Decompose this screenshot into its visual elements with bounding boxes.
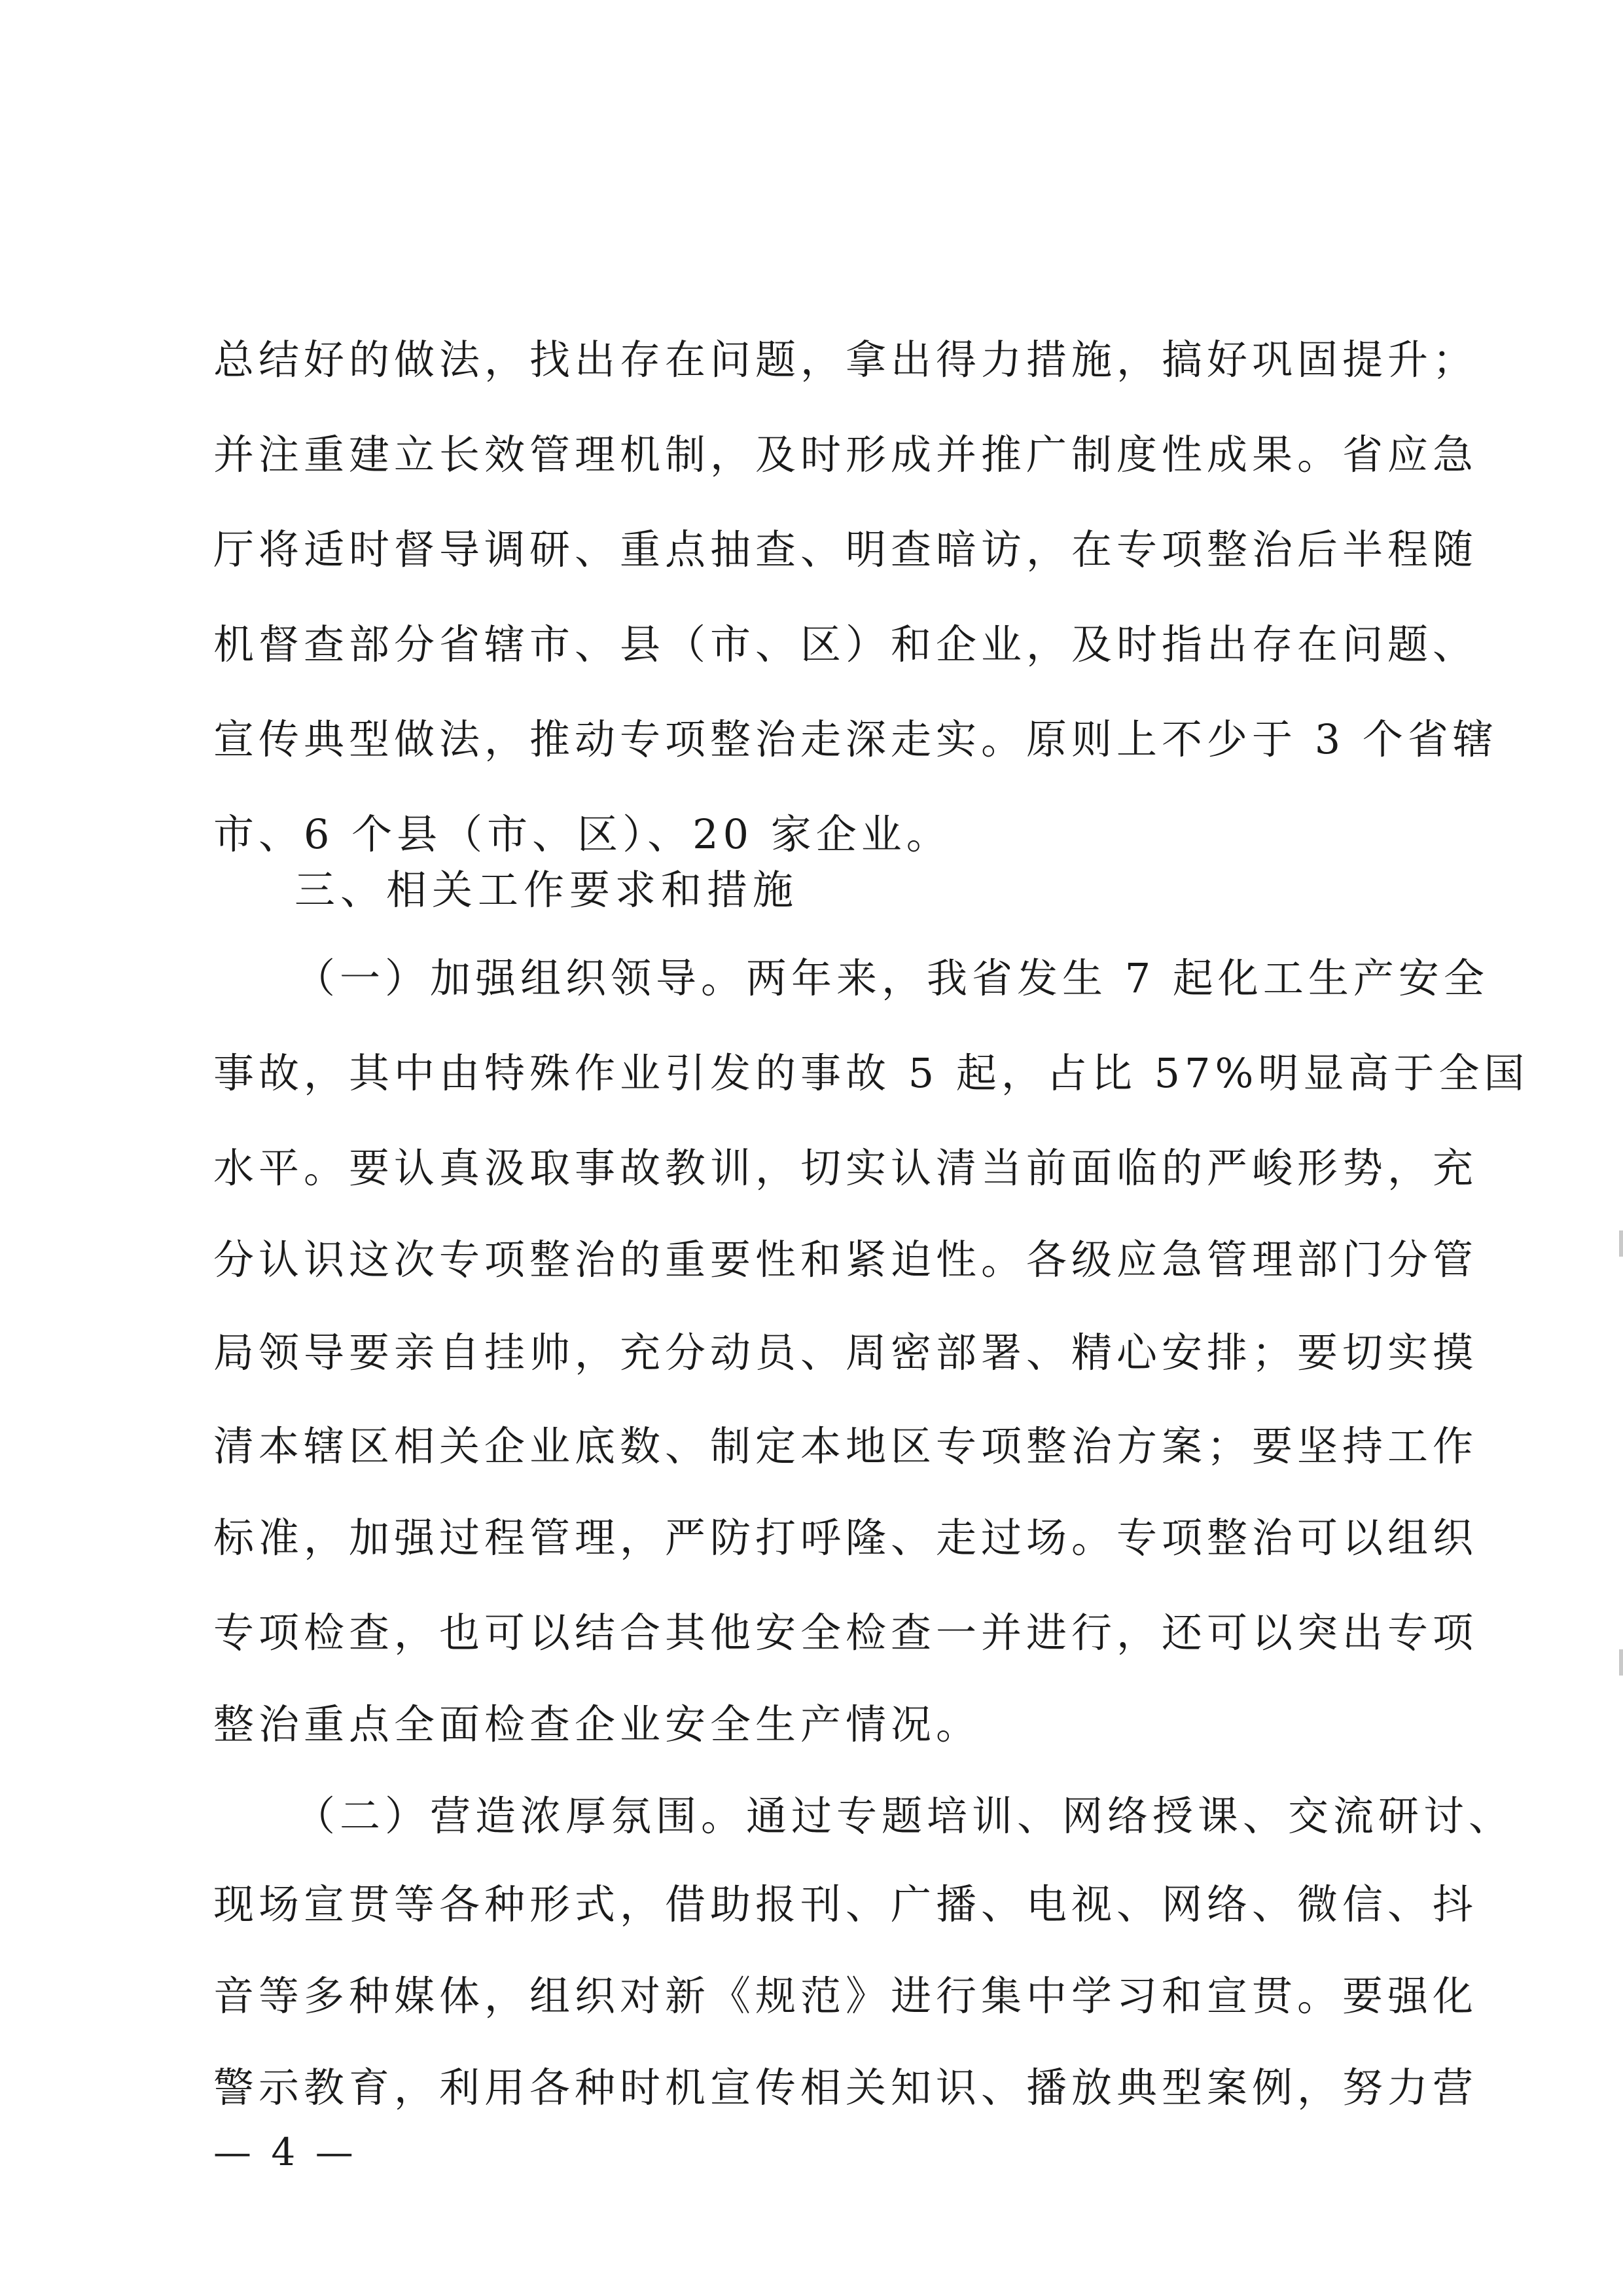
paragraph-line: 标准，加强过程管理，严防打呼隆、走过场。专项整治可以组织 [213,1514,1478,1562]
paragraph-line: 整治重点全面检查企业安全生产情况。 [213,1700,982,1748]
paragraph-line: 机督查部分省辖市、县（市、区）和企业，及时指出存在问题、 [213,620,1478,668]
paragraph-line: 分认识这次专项整治的重要性和紧迫性。各级应急管理部门分管 [213,1236,1478,1283]
paragraph-line: （二）营造浓厚氛围。通过专题培训、网络授课、交流研讨、 [294,1792,1514,1840]
paragraph-line: 总结好的做法，找出存在问题，拿出得力措施，搞好巩固提升； [213,336,1478,384]
paragraph-line: 宣传典型做法，推动专项整治走深走实。原则上不少于 3 个省辖 [213,715,1498,763]
paragraph-line: 并注重建立长效管理机制，及时形成并推广制度性成果。省应急 [213,431,1478,478]
paragraph-line: 局领导要亲自挂帅，充分动员、周密部署、精心安排；要切实摸 [213,1329,1478,1376]
paragraph-line: （一）加强组织领导。两年来，我省发生 7 起化工生产安全 [294,954,1489,1002]
paragraph-line: 警示教育，利用各种时机宣传相关知识、播放典型案例，努力营 [213,2064,1478,2111]
paragraph-line: 专项检查，也可以结合其他安全检查一并进行，还可以突出专项 [213,1609,1478,1657]
paragraph-line: 厅将适时督导调研、重点抽查、明查暗访，在专项整治后半程随 [213,526,1478,573]
paragraph-line: 市、6 个县（市、区）、20 家企业。 [213,810,952,858]
paragraph-line: 水平。要认真汲取事故教训，切实认清当前面临的严峻形势，充 [213,1144,1478,1192]
section-heading: 三、相关工作要求和措施 [294,866,799,914]
page-number: — 4 — [213,2130,357,2174]
scan-edge-mark [1619,1230,1623,1257]
scan-edge-mark [1619,1649,1623,1676]
paragraph-line: 清本辖区相关企业底数、制定本地区专项整治方案；要坚持工作 [213,1422,1478,1470]
paragraph-line: 事故，其中由特殊作业引发的事故 5 起，占比 57%明显高于全国 [213,1049,1529,1097]
paragraph-line: 现场宣贯等各种形式，借助报刊、广播、电视、网络、微信、抖 [213,1880,1478,1928]
paragraph-line: 音等多种媒体，组织对新《规范》进行集中学习和宣贯。要强化 [213,1972,1478,2020]
